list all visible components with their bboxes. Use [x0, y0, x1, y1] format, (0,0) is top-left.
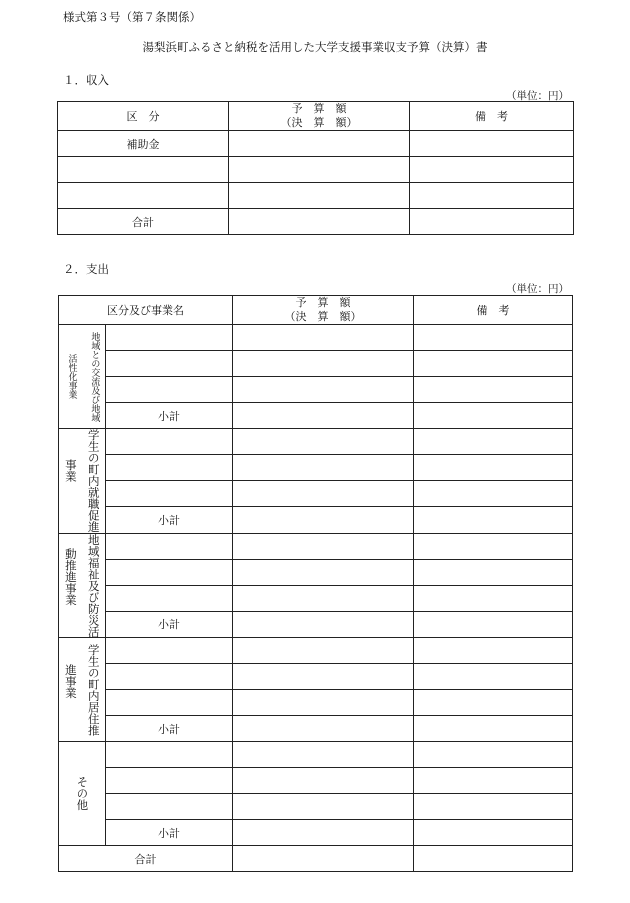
expense-amount-cell[interactable] — [233, 559, 414, 585]
expense-group-name-col2: 進事業 — [63, 663, 78, 698]
expense-amount-cell[interactable] — [233, 533, 414, 559]
expense-unit: （単位：円） — [506, 283, 569, 295]
expense-amount-cell[interactable] — [233, 742, 414, 768]
table-row — [58, 131, 574, 157]
expense-total-label: 合計 — [59, 846, 233, 872]
expense-remarks-cell[interactable] — [414, 377, 573, 403]
expense-header-amount — [233, 296, 414, 325]
expense-amount-cell[interactable] — [233, 507, 414, 533]
table-row — [59, 481, 573, 507]
table-row — [59, 820, 573, 846]
expense-remarks-cell[interactable] — [414, 794, 573, 820]
expense-amount-cell[interactable] — [233, 403, 414, 429]
income-row-label: 補助金 — [58, 131, 229, 157]
expense-item-cell[interactable] — [106, 664, 233, 690]
expense-amount-cell[interactable] — [233, 690, 414, 716]
expense-remarks-cell[interactable] — [414, 559, 573, 585]
expense-remarks-cell[interactable] — [414, 768, 573, 794]
table-row — [59, 716, 573, 742]
expense-remarks-cell[interactable] — [414, 846, 573, 872]
expense-remarks-cell[interactable] — [414, 611, 573, 637]
table-row — [59, 846, 573, 872]
table-row — [58, 157, 574, 183]
subtotal-label: 小計 — [106, 507, 233, 533]
expense-item-cell[interactable] — [106, 559, 233, 585]
expense-remarks-cell[interactable] — [414, 585, 573, 611]
expense-item-cell[interactable] — [106, 768, 233, 794]
income-header-amount-line1: 予 算 額 — [291, 102, 347, 115]
expense-item-cell[interactable] — [106, 690, 233, 716]
table-row — [59, 455, 573, 481]
expense-group-label — [59, 325, 106, 429]
expense-item-cell[interactable] — [106, 794, 233, 820]
form-number: 様式第３号（第７条関係） — [63, 10, 201, 24]
income-row-label[interactable] — [58, 183, 229, 209]
expense-group-name-col1: 学生の町内居住推 — [86, 643, 101, 736]
expense-amount-cell[interactable] — [233, 820, 414, 846]
subtotal-label: 小計 — [106, 820, 233, 846]
table-row — [59, 325, 573, 351]
expense-group-name-col1: 学生の町内就職促進 — [86, 429, 101, 533]
table-row — [59, 611, 573, 637]
expense-remarks-cell[interactable] — [414, 820, 573, 846]
expense-item-cell[interactable] — [106, 533, 233, 559]
income-remarks-cell[interactable] — [410, 157, 574, 183]
expense-amount-cell[interactable] — [233, 716, 414, 742]
expense-item-cell[interactable] — [106, 351, 233, 377]
document-title: 湯梨浜町ふるさと納税を活用した大学支援事業収支予算（決算）書 — [142, 40, 488, 54]
income-amount-cell[interactable] — [229, 157, 410, 183]
income-unit: （単位：円） — [506, 90, 569, 102]
expense-header-category: 区分及び事業名 — [59, 296, 233, 325]
expense-item-cell[interactable] — [106, 638, 233, 664]
expense-group-label — [59, 638, 106, 742]
table-row — [59, 351, 573, 377]
income-remarks-cell[interactable] — [410, 131, 574, 157]
income-heading: １．収入 — [63, 73, 109, 87]
income-table — [57, 101, 574, 235]
expense-remarks-cell[interactable] — [414, 690, 573, 716]
income-remarks-cell[interactable] — [410, 209, 574, 235]
expense-amount-cell[interactable] — [233, 638, 414, 664]
expense-group-name-col2: 活性化事業 — [66, 354, 77, 399]
table-row — [59, 664, 573, 690]
expense-remarks-cell[interactable] — [414, 638, 573, 664]
expense-amount-cell[interactable] — [233, 325, 414, 351]
expense-amount-cell[interactable] — [233, 455, 414, 481]
table-row — [59, 794, 573, 820]
expense-group-label — [59, 429, 106, 534]
subtotal-label: 小計 — [106, 611, 233, 637]
expense-amount-cell[interactable] — [233, 846, 414, 872]
expense-amount-cell[interactable] — [233, 611, 414, 637]
expense-item-cell[interactable] — [106, 742, 233, 768]
expense-header-remarks: 備 考 — [414, 296, 573, 325]
table-row — [58, 183, 574, 209]
expense-group-name-col1: その他 — [75, 776, 90, 811]
expense-remarks-cell[interactable] — [414, 533, 573, 559]
table-row — [59, 585, 573, 611]
table-row — [59, 638, 573, 664]
expense-amount-cell[interactable] — [233, 429, 414, 455]
income-amount-cell[interactable] — [229, 131, 410, 157]
expense-group-name-col1: 地域福祉及び防災活 — [86, 533, 101, 637]
expense-amount-cell[interactable] — [233, 768, 414, 794]
expense-header-amount-line2: （決 算 額） — [284, 310, 362, 323]
expense-amount-cell[interactable] — [233, 351, 414, 377]
table-row — [59, 690, 573, 716]
expense-group-name-col1: 地域との交流及び地域 — [89, 331, 100, 422]
subtotal-label: 小計 — [106, 716, 233, 742]
expense-heading: ２．支出 — [63, 262, 109, 276]
expense-remarks-cell[interactable] — [414, 664, 573, 690]
table-row — [59, 742, 573, 768]
expense-item-cell[interactable] — [106, 481, 233, 507]
expense-remarks-cell[interactable] — [414, 507, 573, 533]
expense-amount-cell[interactable] — [233, 794, 414, 820]
expense-remarks-cell[interactable] — [414, 325, 573, 351]
expense-header-amount-line1: 予 算 額 — [295, 296, 351, 309]
table-row — [59, 403, 573, 429]
expense-item-cell[interactable] — [106, 325, 233, 351]
expense-remarks-cell[interactable] — [414, 429, 573, 455]
table-row — [59, 377, 573, 403]
income-total-label: 合計 — [58, 209, 229, 235]
expense-remarks-cell[interactable] — [414, 351, 573, 377]
income-header-category: 区 分 — [58, 102, 229, 131]
income-header-amount-line2: （決 算 額） — [280, 116, 358, 129]
subtotal-label: 小計 — [106, 403, 233, 429]
table-row — [59, 507, 573, 533]
expense-remarks-cell[interactable] — [414, 716, 573, 742]
expense-amount-cell[interactable] — [233, 585, 414, 611]
expense-item-cell[interactable] — [106, 377, 233, 403]
table-row — [59, 533, 573, 559]
expense-group-name-col2: 動推進事業 — [63, 547, 78, 605]
income-header-amount — [229, 102, 410, 131]
income-amount-cell[interactable] — [229, 209, 410, 235]
expense-amount-cell[interactable] — [233, 377, 414, 403]
table-row — [59, 768, 573, 794]
expense-table — [58, 295, 573, 872]
expense-item-cell[interactable] — [106, 429, 233, 455]
expense-remarks-cell[interactable] — [414, 403, 573, 429]
income-header-remarks: 備 考 — [410, 102, 574, 131]
table-row — [59, 429, 573, 455]
income-remarks-cell[interactable] — [410, 183, 574, 209]
expense-group-name-col2: 事業 — [63, 459, 78, 482]
table-row — [59, 559, 573, 585]
expense-remarks-cell[interactable] — [414, 481, 573, 507]
income-row-label[interactable] — [58, 157, 229, 183]
expense-group-label — [59, 742, 106, 846]
expense-amount-cell[interactable] — [233, 664, 414, 690]
expense-group-label — [59, 533, 106, 638]
expense-item-cell[interactable] — [106, 455, 233, 481]
expense-remarks-cell[interactable] — [414, 742, 573, 768]
expense-remarks-cell[interactable] — [414, 455, 573, 481]
income-amount-cell[interactable] — [229, 183, 410, 209]
expense-amount-cell[interactable] — [233, 481, 414, 507]
table-row — [58, 209, 574, 235]
expense-item-cell[interactable] — [106, 585, 233, 611]
